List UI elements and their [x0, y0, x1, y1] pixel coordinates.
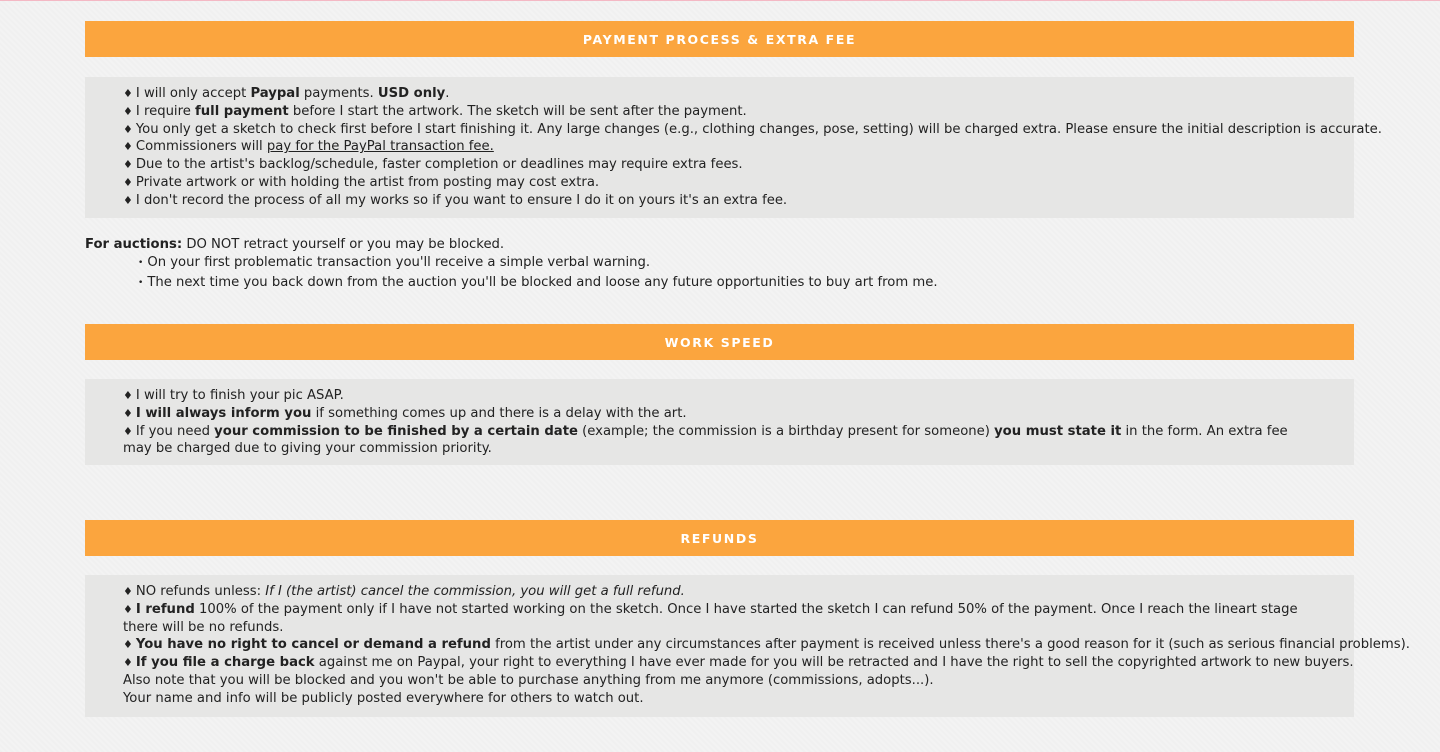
- diamond-bullet-icon: ♦: [123, 406, 133, 420]
- list-item: Also note that you will be blocked and you won't be able to purchase anything from me anymore (commissions, adopts...).: [123, 672, 934, 688]
- dot-bullet-icon: •: [138, 257, 144, 268]
- list-item: ♦ If you need your commission to be finished by a certain date (example; the commission is a birthday present for someone) you must state it in the form. An extra fee may be charged due to giving your commission priority.: [123, 423, 1288, 457]
- auctions-note: [85, 236, 1354, 293]
- list-item: ♦ You have no right to cancel or demand a refund from the artist under any circumstances after payment is received unless there's a good reason for it (such as serious financial problems).: [123, 637, 1410, 653]
- diamond-bullet-icon: ♦: [123, 638, 133, 652]
- list-item: ♦ I will only accept Paypal payments. USD only.: [123, 86, 450, 101]
- diamond-bullet-icon: ♦: [123, 656, 133, 670]
- diamond-bullet-icon: ♦: [123, 104, 133, 118]
- work-speed-section-header: WORK SPEED: [85, 324, 1354, 360]
- diamond-bullet-icon: ♦: [123, 158, 133, 172]
- diamond-bullet-icon: ♦: [123, 193, 133, 207]
- diamond-bullet-icon: ♦: [123, 424, 133, 438]
- list-item: ♦ Private artwork or with holding the artist from posting may cost extra.: [123, 174, 600, 190]
- refunds-info-box: [85, 575, 1410, 717]
- work-speed-info-box: [85, 379, 1354, 465]
- list-item: ♦ I will always inform you if something comes up and there is a delay with the art.: [123, 405, 687, 421]
- diamond-bullet-icon: ♦: [123, 602, 133, 616]
- list-item: ♦ I require full payment before I start the artwork. The sketch will be sent after the payment.: [123, 103, 747, 119]
- payment-section-header: PAYMENT PROCESS & EXTRA FEE: [85, 21, 1354, 57]
- payment-info-box: [85, 77, 1382, 218]
- list-item: ♦ I will try to finish your pic ASAP.: [123, 388, 344, 403]
- diamond-bullet-icon: ♦: [123, 389, 133, 402]
- list-item: ♦ NO refunds unless: If I (the artist) cancel the commission, you will get a full refund.: [123, 584, 685, 599]
- list-item: ♦ You only get a sketch to check first before I start finishing it. Any large changes (e.g., clothing changes, pose, setting) will be charged extra. Please ensure the initial description is accurate.: [123, 121, 1382, 137]
- diamond-bullet-icon: ♦: [123, 140, 133, 154]
- list-item: ♦ Commissioners will pay for the PayPal transaction fee.: [123, 139, 494, 155]
- list-item: ♦ Due to the artist's backlog/schedule, faster completion or deadlines may require extra fees.: [123, 157, 743, 173]
- dot-bullet-icon: •: [138, 277, 144, 288]
- list-item: • On your first problematic transaction you'll receive a simple verbal warning.: [138, 254, 651, 270]
- auctions-label: For auctions:: [85, 237, 183, 252]
- refunds-section-header: REFUNDS: [85, 520, 1354, 556]
- list-item: Your name and info will be publicly posted everywhere for others to watch out.: [123, 690, 644, 706]
- paypal-fee-note: pay for the PayPal transaction fee.: [266, 139, 494, 155]
- list-item: ♦ I refund 100% of the payment only if I have not started working on the sketch. Once I have started the sketch I can refund 50% of the payment. Once I reach the lineart stage there will be no refunds.: [123, 601, 1298, 635]
- diamond-bullet-icon: ♦: [123, 87, 133, 100]
- diamond-bullet-icon: ♦: [123, 122, 133, 136]
- diamond-bullet-icon: ♦: [123, 585, 133, 598]
- diamond-bullet-icon: ♦: [123, 175, 133, 189]
- list-item: • The next time you back down from the auction you'll be blocked and loose any future opportunities to buy art from me.: [138, 274, 938, 290]
- auctions-rule: For auctions: DO NOT retract yourself or you may be blocked.: [85, 237, 505, 252]
- list-item: ♦ If you file a charge back against me on Paypal, your right to everything I have ever made for you will be retracted and I have the right to sell the copyrighted artwork to new buyers.: [123, 655, 1354, 671]
- list-item: ♦ I don't record the process of all my works so if you want to ensure I do it on yours it's an extra fee.: [123, 192, 788, 208]
